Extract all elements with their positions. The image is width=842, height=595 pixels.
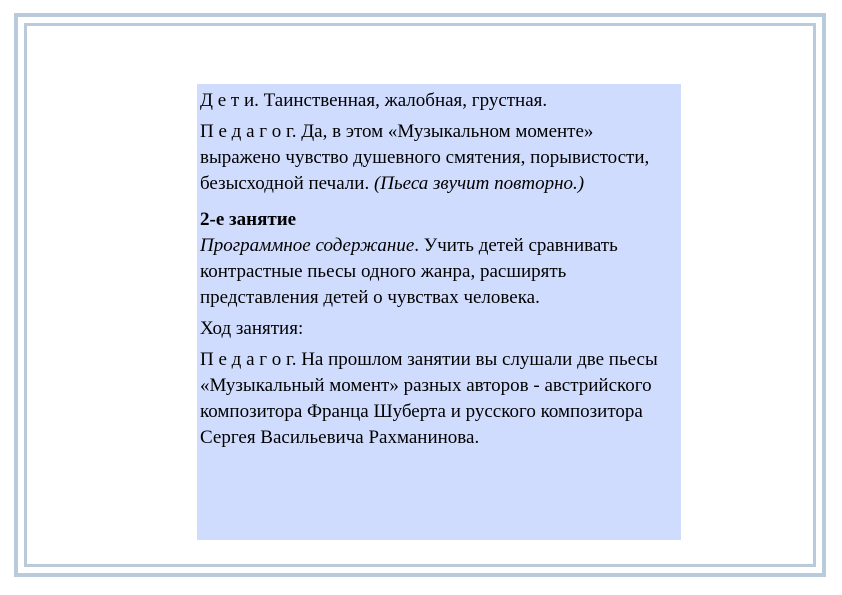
lesson-heading: 2-е занятие <box>200 209 297 230</box>
program-content-label: Программное содержание <box>200 235 415 256</box>
speaker-teacher-2: П е д а г о г. <box>200 349 297 370</box>
teacher-intro-text: На прошлом занятии вы слушали две пьесы «Музыкальный момент» разных авторов - австрийского композитора Франца Шуберта и русского композитора Сергея Васильевича Рахманинова. <box>200 349 658 448</box>
lesson-progress-label: Ход занятия: <box>200 318 304 339</box>
paragraph-program-content <box>200 233 678 311</box>
speaker-children: Д е т и. <box>200 90 259 111</box>
text-block <box>197 84 681 540</box>
stage-direction: (Пьеса звучит повторно.) <box>373 173 585 194</box>
paragraph-teacher-reply <box>200 119 678 197</box>
paragraph-children-reply <box>200 88 678 114</box>
paragraph-teacher-intro <box>200 347 678 451</box>
teacher-reply-text: Да, в этом «Музыкальном моменте» выражено чувство душевного смятения, порывистости, безысходной печали. <box>200 121 650 194</box>
speaker-teacher: П е д а г о г. <box>200 121 297 142</box>
children-reply-text: Таинственная, жалобная, грустная. <box>263 90 548 111</box>
program-content-text: . Учить детей сравнивать контрастные пьесы одного жанра, расширять представления детей о чувствах человека. <box>200 235 618 308</box>
